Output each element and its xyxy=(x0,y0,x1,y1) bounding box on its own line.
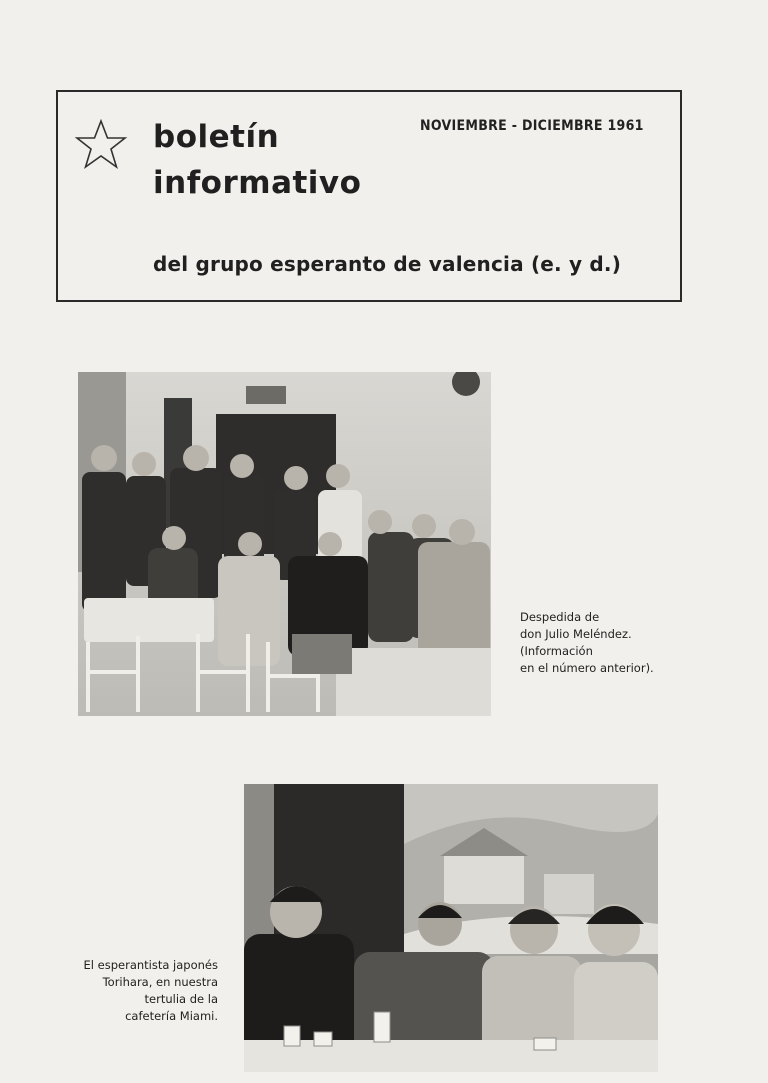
cafeteria-photo xyxy=(244,784,658,1072)
caption-line: don Julio Meléndez. xyxy=(520,627,632,641)
masthead xyxy=(56,90,682,302)
farewell-group-photo xyxy=(78,372,491,716)
caption-line: El esperantista japonés xyxy=(83,958,218,972)
farewell-caption xyxy=(520,609,654,677)
star-icon xyxy=(74,118,128,172)
caption-line: cafetería Miami. xyxy=(125,1009,218,1023)
caption-line: (Información xyxy=(520,644,593,658)
title-line-1: boletín xyxy=(153,119,280,155)
caption-line: Torihara, en nuestra xyxy=(102,975,218,989)
caption-line: Despedida de xyxy=(520,610,600,624)
issue-date: NOVIEMBRE - DICIEMBRE 1961 xyxy=(420,118,644,134)
masthead-title xyxy=(153,114,361,206)
cafeteria-caption xyxy=(40,957,218,1025)
caption-line: en el número anterior). xyxy=(520,661,654,675)
title-line-2: informativo xyxy=(153,165,362,201)
masthead-subtitle: del grupo esperanto de valencia (e. y d.) xyxy=(153,252,622,276)
caption-line: tertulia de la xyxy=(144,992,218,1006)
